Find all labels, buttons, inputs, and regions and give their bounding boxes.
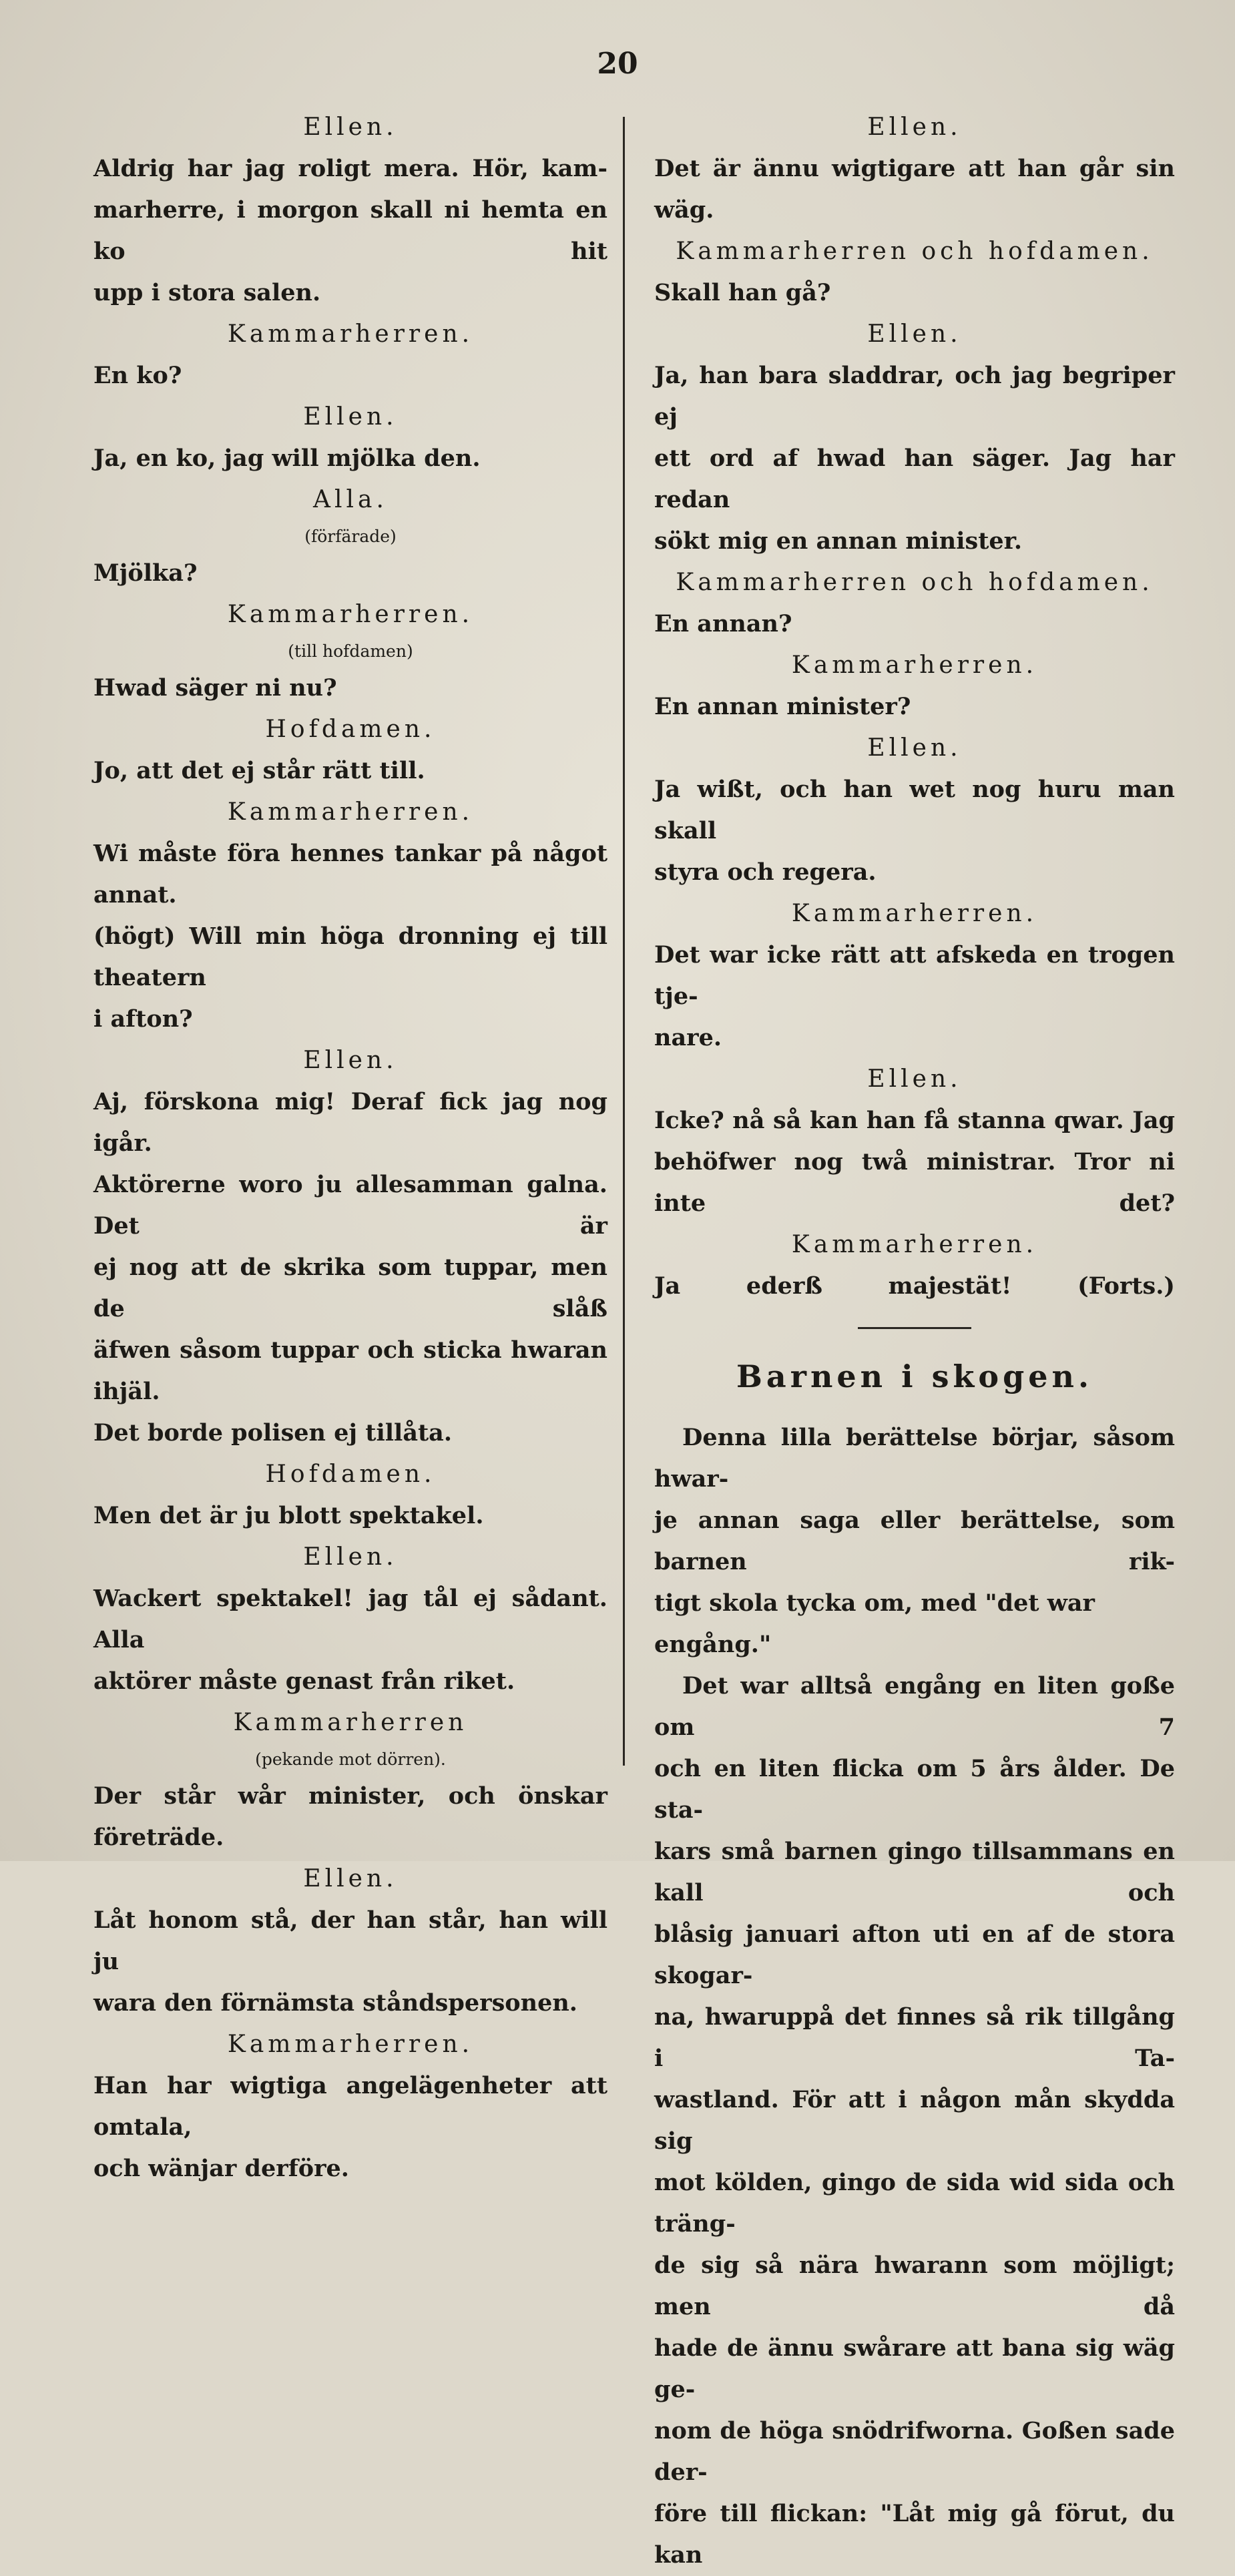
text-line: Ja wißt, och han wet nog huru man skall xyxy=(654,776,1175,844)
right-column xyxy=(654,107,1175,2576)
text-line: Men det är ju blott spektakel. xyxy=(93,1502,484,1529)
dialogue-continuation xyxy=(654,107,1175,1307)
text-line: Ja, en ko, jag will mjölka den. xyxy=(93,445,481,472)
speaker-name: Kammarherren. xyxy=(227,320,474,348)
text-line: Låt honom stå, der han står, han will ju xyxy=(93,1906,607,1975)
text-line: sökt mig en annan minister. xyxy=(654,527,1023,555)
text-line: i afton? xyxy=(93,1005,193,1033)
speaker-name: Kammarherren. xyxy=(791,652,1038,679)
speaker-name: Hofdamen. xyxy=(265,716,436,743)
stage-direction: (pekande mot dörren). xyxy=(255,1750,446,1769)
stage-direction: (till hofdamen) xyxy=(288,641,413,661)
article-paragraph xyxy=(654,1417,1175,1665)
text-line: Mjölka? xyxy=(93,559,198,587)
speaker-name: Ellen. xyxy=(303,1543,398,1571)
text-line: Det war alltså engång en liten goße om 7 xyxy=(654,1672,1175,1741)
text-line: Det är ännu wigtigare att han går sin wäg. xyxy=(654,155,1175,224)
speaker-name: Ellen. xyxy=(867,1065,962,1093)
text-line: nare. xyxy=(654,1024,722,1051)
article-body xyxy=(654,1417,1175,2576)
article-title: Barnen i skogen. xyxy=(736,1358,1093,1394)
text-line: En annan? xyxy=(654,610,792,637)
text-line: Aj, förskona mig! Deraf fick jag nog igår. xyxy=(93,1088,607,1157)
text-line: mot kölden, gingo de sida wid sida och träng- xyxy=(654,2169,1175,2238)
speaker-name: Ellen. xyxy=(303,113,398,141)
text-line: styra och regera. xyxy=(654,858,877,886)
speaker-name: Ellen. xyxy=(867,113,962,141)
text-line: Aldrig har jag roligt mera. Hör, kam- xyxy=(93,155,607,182)
text-line: aktörer måste genast från riket. xyxy=(93,1667,515,1695)
text-line: Det war icke rätt att afskeda en trogen tje- xyxy=(654,941,1175,1010)
text-line: Ja, han bara sladdrar, och jag begriper ej xyxy=(654,362,1175,431)
text-line: och wänjar derföre. xyxy=(93,2155,349,2182)
text-line: je annan saga eller berättelse, som barnen rik- xyxy=(654,1507,1175,1575)
text-line: före till flickan: "Låt mig gå förut, du kan xyxy=(654,2500,1175,2569)
speaker-name: Ellen. xyxy=(303,1865,398,1892)
text-line: Icke? nå så kan han få stanna qwar. Jag xyxy=(654,1107,1175,1134)
text-line: äfwen såsom tuppar och sticka hwaran ihjäl. xyxy=(93,1336,607,1405)
speaker-name: Kammarherren. xyxy=(227,601,474,628)
text-line: Jo, att det ej står rätt till. xyxy=(93,757,425,784)
text-line: blåsig januari afton uti en af de stora skogar- xyxy=(654,1920,1175,1989)
text-line: Han har wigtiga angelägenheter att omtala, xyxy=(93,2072,607,2141)
article-paragraph xyxy=(654,1665,1175,2576)
text-line: behöfwer nog twå ministrar. Tror ni inte det? xyxy=(654,1148,1175,1217)
text-line: och en liten flicka om 5 års ålder. De sta- xyxy=(654,1755,1175,1824)
text-line: Der står wår minister, och önskar företräde. xyxy=(93,1782,607,1851)
speaker-name: Kammarherren. xyxy=(227,2031,474,2058)
speaker-name: Ellen. xyxy=(867,320,962,348)
speaker-name: Kammarherren och hofdamen. xyxy=(676,569,1154,596)
text-line: En annan minister? xyxy=(654,693,911,720)
text-line: kars små barnen gingo tillsammans en kall och xyxy=(654,1838,1175,1906)
speaker-name: Ellen. xyxy=(867,734,962,762)
speaker-name: Kammarherren och hofdamen. xyxy=(676,238,1154,265)
speaker-name: Ellen. xyxy=(303,1047,398,1074)
text-line: Aktörerne woro ju allesamman galna. Det är xyxy=(93,1171,607,1240)
text-line: tigt skola tycka om, med "det war engång." xyxy=(654,1589,1095,1658)
text-line: En ko? xyxy=(93,362,182,389)
text-line: de sig så nära hwarann som möjligt; men då xyxy=(654,2252,1175,2320)
text-line: Hwad säger ni nu? xyxy=(93,674,337,702)
text-line: wastland. För att i någon mån skydda sig xyxy=(654,2086,1175,2155)
speaker-name: Ellen. xyxy=(303,403,398,431)
section-rule xyxy=(858,1327,971,1329)
speaker-name: Kammarherren. xyxy=(791,1231,1038,1258)
stage-direction: (förfärade) xyxy=(304,527,397,546)
page-number: 20 xyxy=(597,47,638,81)
speaker-name: Kammarherren. xyxy=(227,798,474,826)
text-line: upp i stora salen. xyxy=(93,279,321,306)
speaker-name: Kammarherren xyxy=(233,1709,468,1736)
text-line: (högt) Will min höga dronning ej till theatern xyxy=(93,923,607,991)
left-column xyxy=(93,107,607,2189)
text-line: Ja ederß majestät! (Forts.) xyxy=(654,1272,1175,1300)
speaker-name: Alla. xyxy=(313,486,388,513)
text-line: Wi måste föra hennes tankar på något annat. xyxy=(93,840,607,909)
speaker-name: Kammarherren. xyxy=(791,900,1038,927)
text-line: Skall han gå? xyxy=(654,279,831,306)
text-line: ett ord af hwad han säger. Jag har redan xyxy=(654,445,1175,513)
text-line: Wackert spektakel! jag tål ej sådant. Alla xyxy=(93,1585,607,1653)
text-line: Det borde polisen ej tillåta. xyxy=(93,1419,453,1447)
column-divider xyxy=(623,117,625,1766)
text-line: hade de ännu swårare att bana sig wäg ge- xyxy=(654,2334,1175,2403)
text-line: na, hwaruppå det finnes så rik tillgång i Ta- xyxy=(654,2003,1175,2072)
text-line: marherre, i morgon skall ni hemta en ko hit xyxy=(93,196,607,265)
text-line: wara den förnämsta ståndspersonen. xyxy=(93,1989,577,2017)
text-line: ej nog att de skrika som tuppar, men de slåß xyxy=(93,1254,607,1322)
text-line: nom de höga snödrifworna. Goßen sade der- xyxy=(654,2417,1175,2486)
speaker-name: Hofdamen. xyxy=(265,1461,436,1488)
text-line: Denna lilla berättelse börjar, såsom hwar- xyxy=(654,1424,1175,1493)
